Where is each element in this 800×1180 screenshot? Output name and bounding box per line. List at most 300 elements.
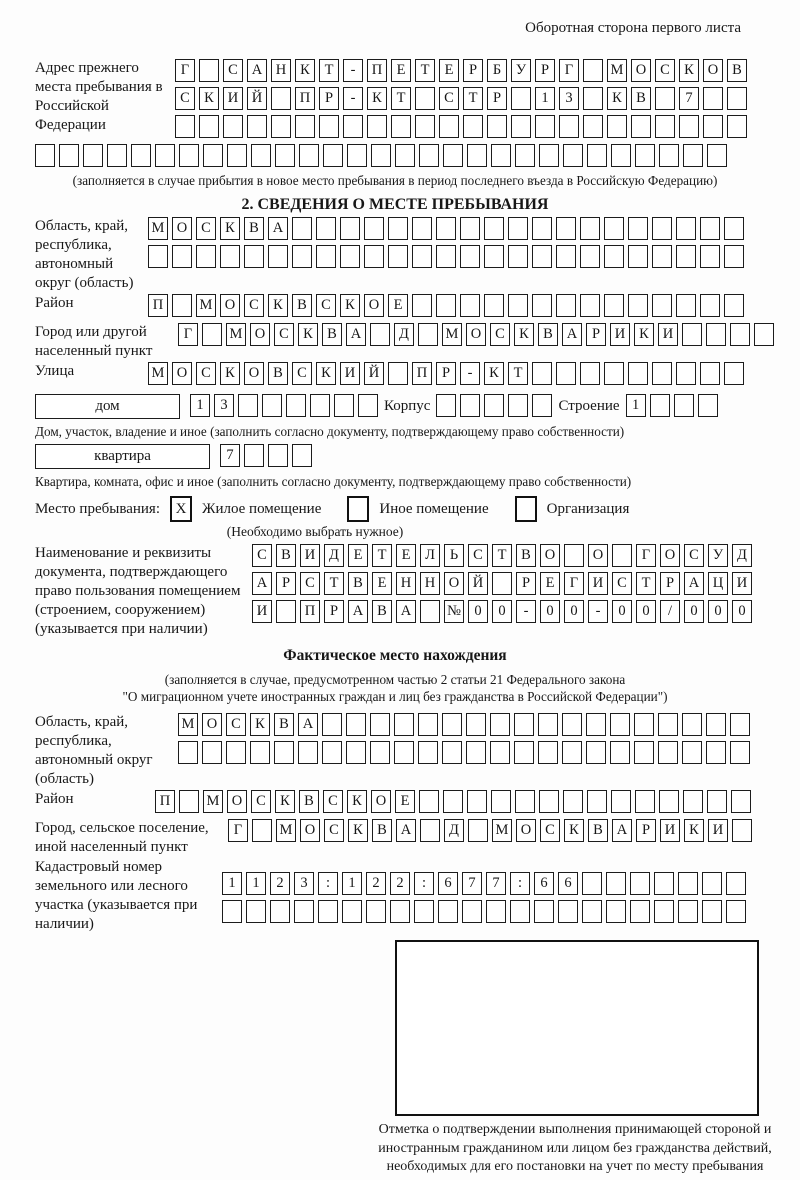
char-box[interactable]: П	[295, 87, 315, 110]
char-box[interactable]	[580, 362, 600, 385]
char-box[interactable]: А	[612, 819, 632, 842]
char-box[interactable]	[358, 394, 378, 417]
char-box[interactable]	[366, 900, 386, 923]
char-box[interactable]	[726, 900, 746, 923]
char-box[interactable]: С	[612, 572, 632, 595]
char-box[interactable]	[514, 741, 534, 764]
char-box[interactable]	[172, 245, 192, 268]
checkbox-organization[interactable]	[515, 496, 537, 522]
char-box[interactable]	[252, 819, 272, 842]
char-box[interactable]: Р	[487, 87, 507, 110]
char-box[interactable]	[270, 900, 290, 923]
char-box[interactable]: Е	[396, 544, 416, 567]
char-box[interactable]: В	[268, 362, 288, 385]
char-box[interactable]	[491, 144, 511, 167]
char-box[interactable]: 0	[732, 600, 752, 623]
char-box[interactable]	[628, 245, 648, 268]
char-box[interactable]	[654, 872, 674, 895]
char-box[interactable]	[107, 144, 127, 167]
char-box[interactable]	[607, 115, 627, 138]
char-box[interactable]: 0	[636, 600, 656, 623]
char-box[interactable]	[486, 900, 506, 923]
char-box[interactable]: С	[196, 217, 216, 240]
char-box[interactable]: 0	[684, 600, 704, 623]
char-box[interactable]: П	[155, 790, 175, 813]
char-box[interactable]	[508, 394, 528, 417]
char-box[interactable]: 2	[390, 872, 410, 895]
char-box[interactable]	[580, 294, 600, 317]
char-box[interactable]: О	[703, 59, 723, 82]
char-box[interactable]	[724, 217, 744, 240]
char-box[interactable]	[534, 900, 554, 923]
char-box[interactable]: Д	[394, 323, 414, 346]
char-box[interactable]	[414, 900, 434, 923]
char-box[interactable]	[460, 394, 480, 417]
char-box[interactable]	[466, 713, 486, 736]
char-box[interactable]: К	[514, 323, 534, 346]
char-box[interactable]: К	[607, 87, 627, 110]
char-box[interactable]: С	[316, 294, 336, 317]
char-box[interactable]: А	[562, 323, 582, 346]
char-box[interactable]	[179, 790, 199, 813]
char-box[interactable]: 7	[486, 872, 506, 895]
char-box[interactable]	[436, 245, 456, 268]
char-box[interactable]: Г	[636, 544, 656, 567]
char-box[interactable]	[634, 713, 654, 736]
char-box[interactable]	[460, 217, 480, 240]
char-box[interactable]: 1	[535, 87, 555, 110]
char-box[interactable]	[436, 394, 456, 417]
char-box[interactable]: К	[275, 790, 295, 813]
char-box[interactable]	[420, 600, 440, 623]
char-box[interactable]: М	[196, 294, 216, 317]
char-box[interactable]	[586, 741, 606, 764]
char-box[interactable]	[175, 115, 195, 138]
char-box[interactable]: Т	[391, 87, 411, 110]
char-box[interactable]: О	[588, 544, 608, 567]
char-box[interactable]: К	[298, 323, 318, 346]
char-box[interactable]: В	[631, 87, 651, 110]
char-box[interactable]: М	[226, 323, 246, 346]
char-box[interactable]	[222, 900, 242, 923]
char-box[interactable]: 1	[342, 872, 362, 895]
char-box[interactable]	[340, 245, 360, 268]
char-box[interactable]	[515, 144, 535, 167]
char-box[interactable]: 3	[294, 872, 314, 895]
char-box[interactable]	[538, 713, 558, 736]
char-box[interactable]: О	[300, 819, 320, 842]
char-box[interactable]: К	[340, 294, 360, 317]
char-box[interactable]	[298, 741, 318, 764]
char-box[interactable]	[580, 217, 600, 240]
char-box[interactable]: Е	[388, 294, 408, 317]
char-box[interactable]	[682, 741, 702, 764]
char-box[interactable]	[604, 217, 624, 240]
char-box[interactable]	[299, 144, 319, 167]
char-box[interactable]	[318, 900, 338, 923]
char-box[interactable]	[467, 790, 487, 813]
char-box[interactable]: П	[412, 362, 432, 385]
char-box[interactable]	[562, 713, 582, 736]
char-box[interactable]: К	[367, 87, 387, 110]
char-box[interactable]	[580, 245, 600, 268]
char-box[interactable]: -	[460, 362, 480, 385]
char-box[interactable]	[508, 245, 528, 268]
char-box[interactable]	[635, 790, 655, 813]
char-box[interactable]: О	[244, 362, 264, 385]
char-box[interactable]: Г	[175, 59, 195, 82]
char-box[interactable]	[587, 144, 607, 167]
char-box[interactable]	[563, 790, 583, 813]
char-box[interactable]	[292, 217, 312, 240]
char-box[interactable]: О	[172, 362, 192, 385]
char-box[interactable]	[310, 394, 330, 417]
char-box[interactable]	[556, 245, 576, 268]
char-box[interactable]: С	[175, 87, 195, 110]
char-box[interactable]: Т	[319, 59, 339, 82]
char-box[interactable]	[391, 115, 411, 138]
char-box[interactable]	[244, 444, 264, 467]
char-box[interactable]	[698, 394, 718, 417]
char-box[interactable]	[247, 115, 267, 138]
char-box[interactable]	[323, 144, 343, 167]
char-box[interactable]	[439, 115, 459, 138]
char-box[interactable]	[238, 394, 258, 417]
char-box[interactable]	[610, 741, 630, 764]
char-box[interactable]: 0	[540, 600, 560, 623]
char-box[interactable]	[262, 394, 282, 417]
char-box[interactable]: Б	[487, 59, 507, 82]
char-box[interactable]	[316, 245, 336, 268]
char-box[interactable]: В	[322, 323, 342, 346]
char-box[interactable]: К	[295, 59, 315, 82]
char-box[interactable]	[583, 87, 603, 110]
char-box[interactable]	[468, 819, 488, 842]
char-box[interactable]: Н	[420, 572, 440, 595]
char-box[interactable]	[682, 323, 702, 346]
char-box[interactable]	[467, 144, 487, 167]
char-box[interactable]	[347, 144, 367, 167]
char-box[interactable]	[463, 115, 483, 138]
char-box[interactable]: М	[148, 362, 168, 385]
char-box[interactable]	[276, 600, 296, 623]
char-box[interactable]: Г	[559, 59, 579, 82]
char-box[interactable]	[394, 741, 414, 764]
char-box[interactable]	[418, 713, 438, 736]
char-box[interactable]	[611, 144, 631, 167]
char-box[interactable]	[394, 713, 414, 736]
char-box[interactable]	[652, 245, 672, 268]
char-box[interactable]: К	[684, 819, 704, 842]
char-box[interactable]	[582, 872, 602, 895]
char-box[interactable]	[322, 741, 342, 764]
char-box[interactable]: С	[468, 544, 488, 567]
char-box[interactable]	[250, 741, 270, 764]
char-box[interactable]	[658, 713, 678, 736]
char-box[interactable]: М	[148, 217, 168, 240]
char-box[interactable]	[342, 900, 362, 923]
char-box[interactable]: В	[274, 713, 294, 736]
char-box[interactable]	[316, 217, 336, 240]
char-box[interactable]	[371, 144, 391, 167]
char-box[interactable]: С	[323, 790, 343, 813]
char-box[interactable]: В	[244, 217, 264, 240]
char-box[interactable]: Т	[415, 59, 435, 82]
char-box[interactable]: Г	[228, 819, 248, 842]
char-box[interactable]: К	[220, 362, 240, 385]
char-box[interactable]: 2	[366, 872, 386, 895]
char-box[interactable]	[606, 872, 626, 895]
char-box[interactable]: К	[268, 294, 288, 317]
char-box[interactable]: К	[348, 819, 368, 842]
char-box[interactable]: О	[444, 572, 464, 595]
char-box[interactable]: С	[292, 362, 312, 385]
char-box[interactable]: 0	[612, 600, 632, 623]
char-box[interactable]: С	[252, 544, 272, 567]
char-box[interactable]: Д	[732, 544, 752, 567]
char-box[interactable]: №	[444, 600, 464, 623]
char-box[interactable]	[563, 144, 583, 167]
char-box[interactable]: С	[324, 819, 344, 842]
char-box[interactable]	[271, 87, 291, 110]
char-box[interactable]	[415, 115, 435, 138]
char-box[interactable]	[582, 900, 602, 923]
char-box[interactable]: С	[684, 544, 704, 567]
char-box[interactable]	[364, 245, 384, 268]
char-box[interactable]	[586, 713, 606, 736]
char-box[interactable]: Т	[492, 544, 512, 567]
char-box[interactable]	[700, 362, 720, 385]
char-box[interactable]	[539, 144, 559, 167]
char-box[interactable]: П	[300, 600, 320, 623]
char-box[interactable]: И	[340, 362, 360, 385]
char-box[interactable]	[487, 115, 507, 138]
char-box[interactable]	[419, 144, 439, 167]
char-box[interactable]: О	[220, 294, 240, 317]
char-box[interactable]: О	[540, 544, 560, 567]
char-box[interactable]: Р	[324, 600, 344, 623]
char-box[interactable]	[659, 144, 679, 167]
char-box[interactable]: -	[343, 59, 363, 82]
char-box[interactable]: 0	[708, 600, 728, 623]
char-box[interactable]: А	[396, 819, 416, 842]
char-box[interactable]	[460, 294, 480, 317]
char-box[interactable]: А	[247, 59, 267, 82]
char-box[interactable]: Д	[444, 819, 464, 842]
char-box[interactable]	[460, 245, 480, 268]
char-box[interactable]: /	[660, 600, 680, 623]
char-box[interactable]	[220, 245, 240, 268]
char-box[interactable]: О	[227, 790, 247, 813]
char-box[interactable]	[706, 323, 726, 346]
char-box[interactable]	[514, 713, 534, 736]
char-box[interactable]: 0	[564, 600, 584, 623]
char-box[interactable]	[583, 115, 603, 138]
char-box[interactable]	[227, 144, 247, 167]
char-box[interactable]: В	[372, 600, 392, 623]
char-box[interactable]	[442, 741, 462, 764]
char-box[interactable]	[532, 362, 552, 385]
char-box[interactable]	[754, 323, 774, 346]
char-box[interactable]: 7	[220, 444, 240, 467]
char-box[interactable]	[700, 245, 720, 268]
char-box[interactable]	[492, 572, 512, 595]
char-box[interactable]	[436, 294, 456, 317]
char-box[interactable]	[390, 900, 410, 923]
char-box[interactable]	[730, 741, 750, 764]
char-box[interactable]	[491, 790, 511, 813]
char-box[interactable]	[706, 713, 726, 736]
char-box[interactable]: К	[220, 217, 240, 240]
char-box[interactable]: В	[727, 59, 747, 82]
char-box[interactable]: 3	[214, 394, 234, 417]
char-box[interactable]	[532, 245, 552, 268]
char-box[interactable]	[484, 294, 504, 317]
char-box[interactable]	[419, 790, 439, 813]
char-box[interactable]	[340, 217, 360, 240]
char-box[interactable]	[556, 294, 576, 317]
char-box[interactable]	[155, 144, 175, 167]
char-box[interactable]	[630, 872, 650, 895]
char-box[interactable]: С	[251, 790, 271, 813]
char-box[interactable]: :	[510, 872, 530, 895]
char-box[interactable]: К	[634, 323, 654, 346]
char-box[interactable]	[415, 87, 435, 110]
char-box[interactable]: О	[250, 323, 270, 346]
char-box[interactable]: С	[274, 323, 294, 346]
char-box[interactable]	[706, 741, 726, 764]
char-box[interactable]	[346, 713, 366, 736]
char-box[interactable]: Е	[439, 59, 459, 82]
char-box[interactable]	[319, 115, 339, 138]
char-box[interactable]: Р	[586, 323, 606, 346]
char-box[interactable]	[730, 323, 750, 346]
char-box[interactable]	[294, 900, 314, 923]
char-box[interactable]: Г	[564, 572, 584, 595]
char-box[interactable]: 0	[492, 600, 512, 623]
char-box[interactable]	[556, 217, 576, 240]
char-box[interactable]	[562, 741, 582, 764]
char-box[interactable]: А	[684, 572, 704, 595]
char-box[interactable]	[442, 713, 462, 736]
char-box[interactable]: М	[607, 59, 627, 82]
char-box[interactable]	[604, 362, 624, 385]
char-box[interactable]	[131, 144, 151, 167]
char-box[interactable]	[388, 245, 408, 268]
char-box[interactable]	[508, 217, 528, 240]
char-box[interactable]	[532, 294, 552, 317]
checkbox-other-premises[interactable]	[347, 496, 369, 522]
char-box[interactable]: А	[268, 217, 288, 240]
char-box[interactable]	[732, 819, 752, 842]
char-box[interactable]: 7	[679, 87, 699, 110]
char-box[interactable]: А	[252, 572, 272, 595]
char-box[interactable]: 0	[468, 600, 488, 623]
char-box[interactable]: С	[223, 59, 243, 82]
char-box[interactable]	[223, 115, 243, 138]
char-box[interactable]	[628, 362, 648, 385]
char-box[interactable]	[610, 713, 630, 736]
char-box[interactable]	[611, 790, 631, 813]
char-box[interactable]	[388, 362, 408, 385]
char-box[interactable]: С	[655, 59, 675, 82]
char-box[interactable]: 6	[438, 872, 458, 895]
char-box[interactable]	[635, 144, 655, 167]
char-box[interactable]: Т	[372, 544, 392, 567]
char-box[interactable]: -	[588, 600, 608, 623]
char-box[interactable]	[532, 394, 552, 417]
char-box[interactable]	[367, 115, 387, 138]
char-box[interactable]: С	[490, 323, 510, 346]
char-box[interactable]: 7	[462, 872, 482, 895]
char-box[interactable]: 2	[270, 872, 290, 895]
char-box[interactable]	[438, 900, 458, 923]
char-box[interactable]: И	[732, 572, 752, 595]
char-box[interactable]	[268, 444, 288, 467]
char-box[interactable]: К	[564, 819, 584, 842]
char-box[interactable]	[676, 294, 696, 317]
char-box[interactable]	[630, 900, 650, 923]
char-box[interactable]	[676, 217, 696, 240]
char-box[interactable]: О	[466, 323, 486, 346]
char-box[interactable]	[199, 59, 219, 82]
char-box[interactable]	[511, 87, 531, 110]
char-box[interactable]	[510, 900, 530, 923]
char-box[interactable]	[724, 245, 744, 268]
char-box[interactable]: Р	[660, 572, 680, 595]
char-box[interactable]	[556, 362, 576, 385]
char-box[interactable]: И	[588, 572, 608, 595]
char-box[interactable]	[172, 294, 192, 317]
char-box[interactable]: -	[516, 600, 536, 623]
char-box[interactable]	[196, 245, 216, 268]
char-box[interactable]	[731, 790, 751, 813]
char-box[interactable]: М	[492, 819, 512, 842]
char-box[interactable]	[443, 144, 463, 167]
char-box[interactable]: Т	[636, 572, 656, 595]
char-box[interactable]: К	[347, 790, 367, 813]
char-box[interactable]: Д	[324, 544, 344, 567]
char-box[interactable]	[539, 790, 559, 813]
char-box[interactable]: Р	[636, 819, 656, 842]
char-box[interactable]	[292, 245, 312, 268]
char-box[interactable]	[346, 741, 366, 764]
char-box[interactable]: В	[516, 544, 536, 567]
char-box[interactable]: 1	[190, 394, 210, 417]
char-box[interactable]	[275, 144, 295, 167]
char-box[interactable]	[634, 741, 654, 764]
char-box[interactable]: У	[708, 544, 728, 567]
char-box[interactable]: В	[276, 544, 296, 567]
char-box[interactable]: В	[588, 819, 608, 842]
char-box[interactable]	[606, 900, 626, 923]
char-box[interactable]: О	[202, 713, 222, 736]
char-box[interactable]: В	[292, 294, 312, 317]
char-box[interactable]: О	[371, 790, 391, 813]
char-box[interactable]	[724, 294, 744, 317]
char-box[interactable]: Р	[436, 362, 456, 385]
char-box[interactable]: А	[346, 323, 366, 346]
char-box[interactable]: М	[178, 713, 198, 736]
char-box[interactable]: 3	[559, 87, 579, 110]
char-box[interactable]: 6	[558, 872, 578, 895]
char-box[interactable]	[484, 394, 504, 417]
char-box[interactable]	[179, 144, 199, 167]
char-box[interactable]	[246, 900, 266, 923]
char-box[interactable]: М	[276, 819, 296, 842]
char-box[interactable]: Р	[535, 59, 555, 82]
char-box[interactable]	[559, 115, 579, 138]
